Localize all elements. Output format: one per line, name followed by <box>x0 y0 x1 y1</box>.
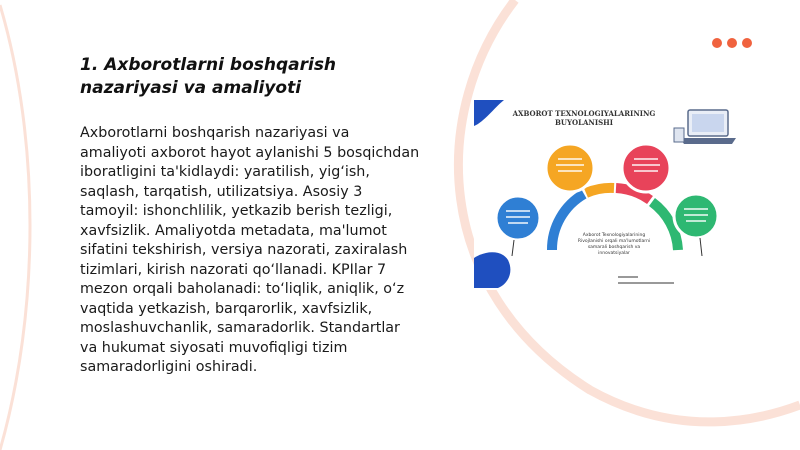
infographic-title-line-1: AXBOROT TEXNOLOGIYALARINING <box>512 109 656 118</box>
center-text-line-4: innovatsiyalar <box>598 251 630 256</box>
infographic-title-line-2: BUYOLANISHI <box>554 118 614 127</box>
corner-blob <box>474 100 504 126</box>
slide-body-text: Axborotlarni boshqarish nazariyasi va amaliyoti axborot hayot aylanishi 5 bosqichdan iboratligini ta'kidlaydi: yaratilish, yig‘ish, saqlash, tarqatish, utilizatsiya. Asosiy 3 tamoyil: ishonchlilik, yetkazib berish tezligi, xavfsizlik. Amaliyotda metadata, ma'lumot sifatini tekshirish, versiya nazorati, zaxiralash tizimlari, kirish nazorati qo‘llanadi. KPIlar 7 mezon orqali baholanadi: to‘liqlik, aniqlik, o‘z vaqtida yetkazish, barqarorlik, xavfsizlik, moslashuvchanlik, samaradorlik. Standartlar va hukumat siyosati muvofiqligi tizim samaradorligini oshiradi. <box>80 125 420 375</box>
dot <box>742 38 752 48</box>
connector-line <box>700 238 702 256</box>
center-text-line-2: Rivojlanishi orqali ma'lumotlarni <box>577 239 651 244</box>
laptop-icon <box>674 110 736 144</box>
infographic-image <box>474 100 748 290</box>
dot <box>712 38 722 48</box>
arc-segment-orange <box>586 188 614 193</box>
connector-line <box>512 240 514 256</box>
stage-circle-green <box>674 194 718 238</box>
corner-blob <box>474 252 510 288</box>
stage-circle-blue <box>496 196 540 240</box>
center-text-line-3: samarali boshqarish va <box>587 245 641 250</box>
footnote-line <box>618 276 638 278</box>
center-text-line-1: Axborot Texnologiyalarining <box>582 233 646 238</box>
decorative-dots <box>712 38 752 48</box>
stage-circle-orange <box>546 144 594 192</box>
stage-circle-red <box>622 144 670 192</box>
slide-title: 1. Axborotlarni boshqarish nazariyasi va amaliyoti <box>80 55 337 98</box>
footnote-line <box>618 282 674 284</box>
dot <box>727 38 737 48</box>
